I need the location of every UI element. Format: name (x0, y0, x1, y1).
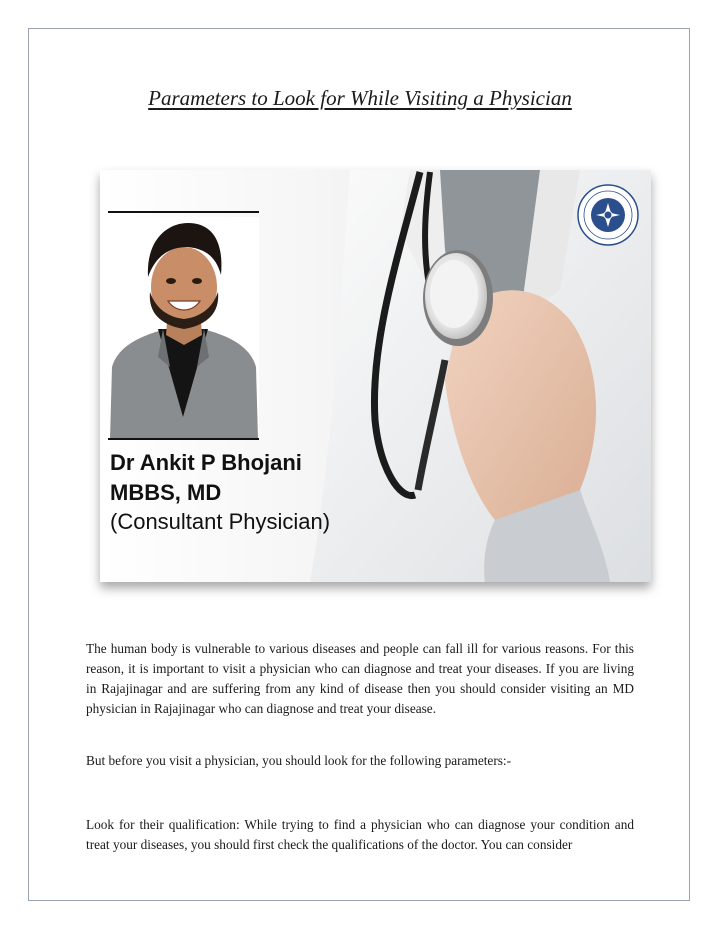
doctor-banner-image (100, 170, 651, 582)
clinic-seal-icon (578, 185, 638, 245)
paragraph-qualification: Look for their qualification: While trying to find a physician who can diagnose your condition and treat your diseases, you should first check the qualifications of the doctor. You can consider (86, 817, 634, 853)
doctor-name: Dr Ankit P Bhojani (110, 450, 302, 475)
divider-bottom (108, 438, 259, 440)
divider-top (108, 211, 259, 213)
page-title: Parameters to Look for While Visiting a Physician (148, 86, 572, 110)
paragraph-intro: The human body is vulnerable to various diseases and people can fall ill for various reasons. For this reason, it is important to visit a physician who can diagnose and treat your diseases. If you are living in Rajajinagar and are suffering from any kind of disease then you should consider visiting an MD physician in Rajajinagar who can diagnose and treat your disease. (86, 641, 634, 717)
doctor-degrees: MBBS, MD (110, 480, 222, 505)
paragraph-parameters: But before you visit a physician, you should look for the following parameters:- (86, 753, 512, 769)
doctor-portrait (108, 217, 259, 439)
doctor-role: (Consultant Physician) (110, 509, 331, 534)
